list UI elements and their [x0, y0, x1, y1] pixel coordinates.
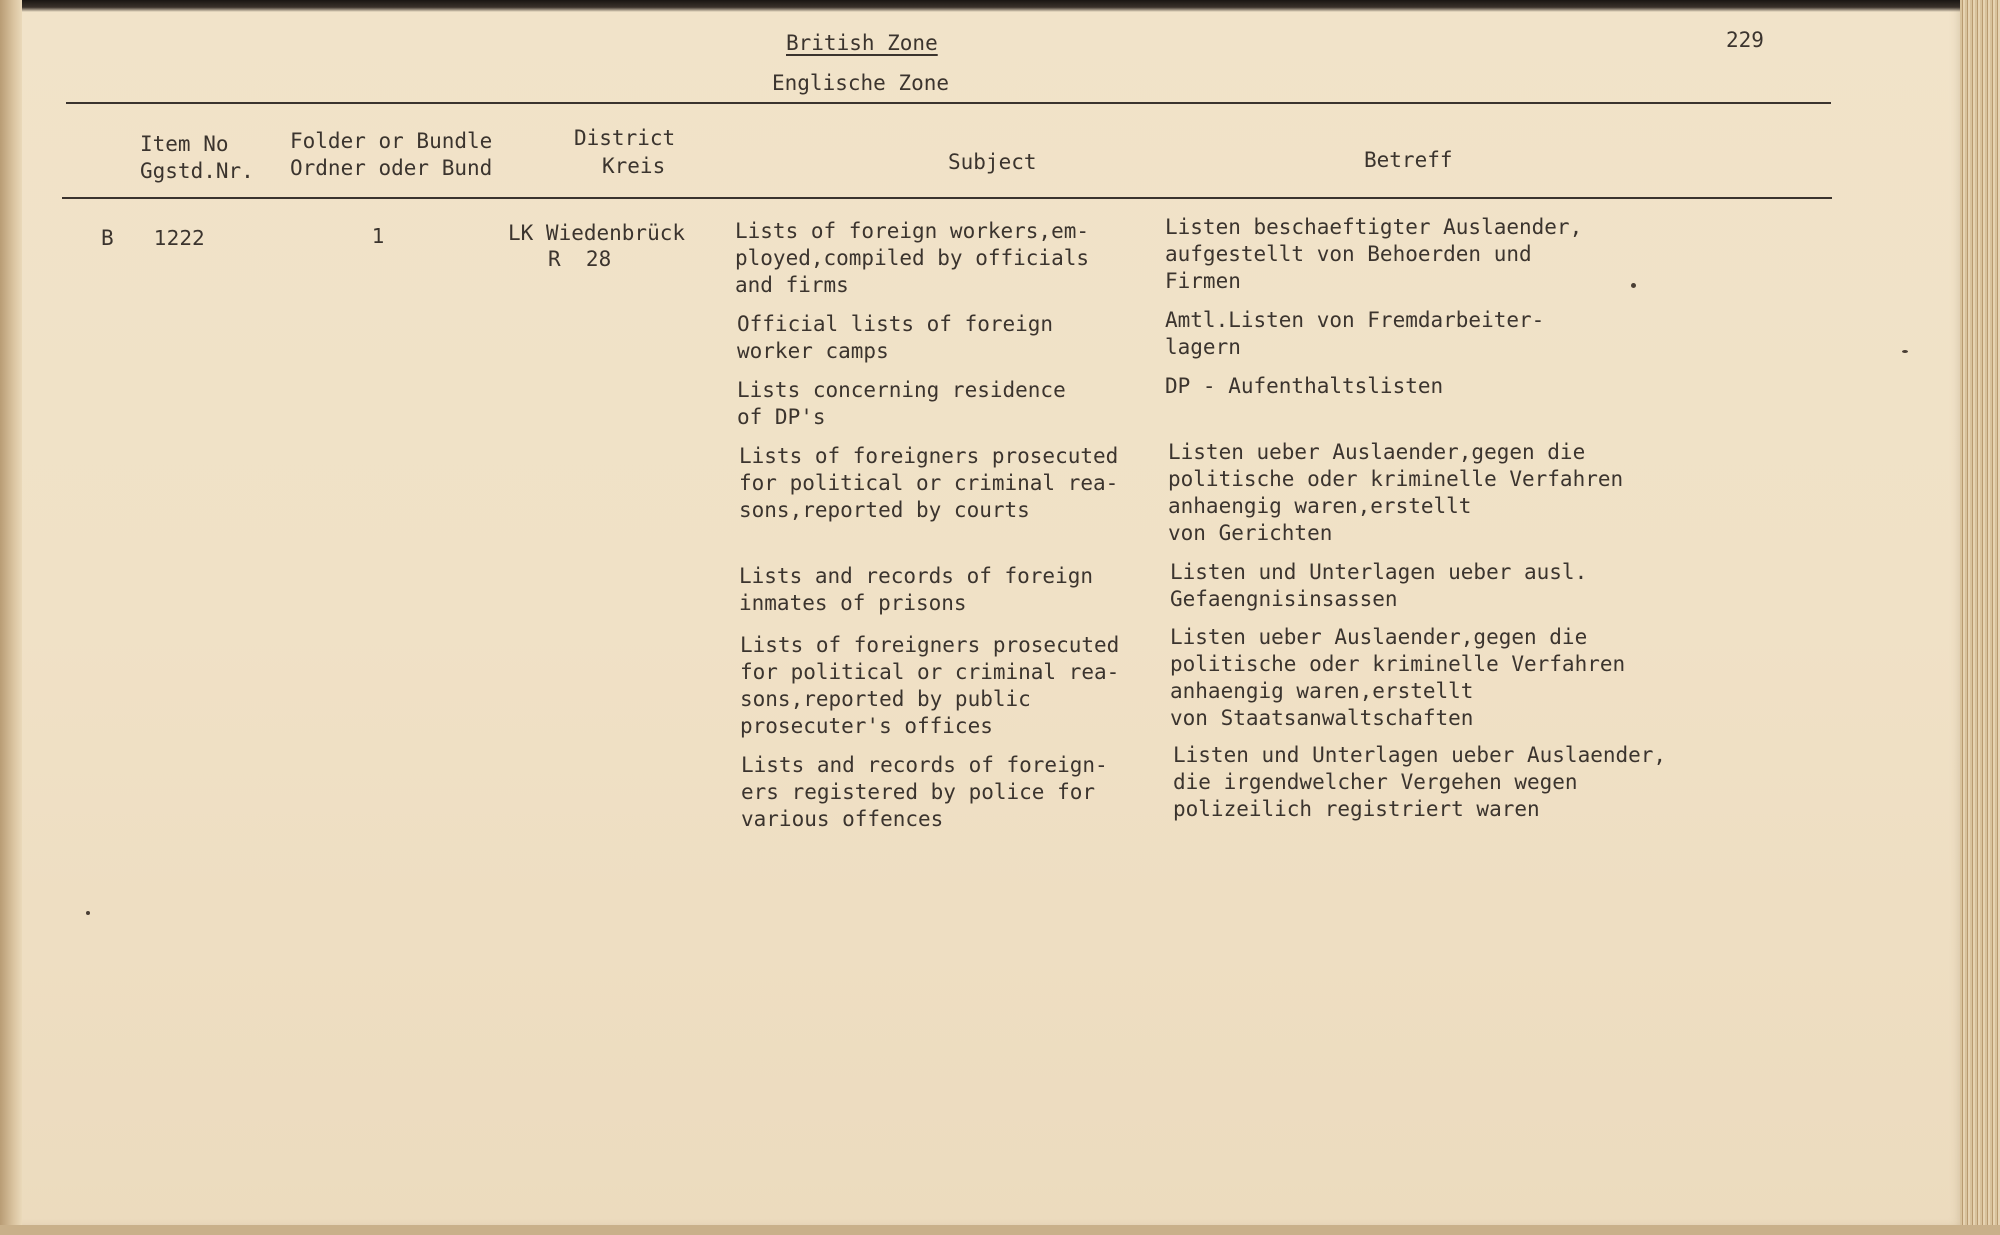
betreff-line: aufgestellt von Behoerden und: [1165, 242, 1532, 266]
subject-line: and firms: [735, 273, 849, 297]
betreff-line: lagern: [1165, 335, 1241, 359]
zone-title-en: British Zone: [786, 31, 938, 55]
betreff-line: Listen ueber Auslaender,gegen die: [1170, 625, 1588, 649]
subject-line: ers registered by police for: [741, 780, 1096, 804]
betreff-line: politische oder kriminelle Verfahren: [1168, 467, 1624, 491]
page-number: 229: [1726, 28, 1764, 52]
entry-subject: [737, 377, 1066, 431]
page-stack-edge: [1960, 0, 2000, 1235]
page-bottom-edge: [0, 1225, 2000, 1235]
col-folder-de: Ordner oder Bund: [290, 156, 493, 180]
betreff-line: Amtl.Listen von Fremdarbeiter-: [1165, 308, 1545, 332]
zone-title-de: Englische Zone: [772, 71, 950, 95]
subject-line: prosecuter's offices: [740, 714, 993, 738]
betreff-line: Firmen: [1165, 269, 1241, 293]
subject-line: of DP's: [737, 405, 826, 429]
subject-line: inmates of prisons: [739, 591, 967, 615]
betreff-line: von Gerichten: [1168, 521, 1333, 545]
betreff-line: DP - Aufenthaltslisten: [1165, 374, 1444, 398]
page-top-edge: [0, 0, 1960, 12]
record-folder: 1: [372, 224, 385, 248]
paper-speck: [86, 911, 90, 915]
betreff-line: Gefaengnisinsassen: [1170, 587, 1398, 611]
entry-betreff: [1165, 373, 1443, 400]
subject-line: sons,reported by public: [740, 687, 1031, 711]
betreff-line: die irgendwelcher Vergehen wegen: [1173, 770, 1578, 794]
subject-line: Lists and records of foreign: [739, 564, 1094, 588]
col-item-no-de: Ggstd.Nr.: [140, 159, 254, 183]
subject-line: Lists of foreigners prosecuted: [739, 444, 1119, 468]
subject-line: Lists of foreign workers,em-: [735, 219, 1090, 243]
entry-betreff: [1165, 307, 1544, 361]
col-district: District: [574, 126, 676, 150]
betreff-line: anhaengig waren,erstellt: [1168, 494, 1472, 518]
header-bottom-rule: [62, 197, 1832, 199]
betreff-line: Listen und Unterlagen ueber ausl.: [1170, 560, 1588, 584]
subject-line: Official lists of foreign: [737, 312, 1054, 336]
subject-line: various offences: [741, 807, 944, 831]
record-item-no: 1222: [154, 226, 205, 250]
entry-betreff: [1170, 559, 1587, 613]
col-subject: Subject: [948, 150, 1037, 174]
paper-speck: [1631, 283, 1636, 288]
subject-line: for political or criminal rea-: [739, 471, 1119, 495]
col-betreff: Betreff: [1364, 148, 1453, 172]
entry-betreff: [1173, 742, 1666, 823]
col-district-de: Kreis: [602, 154, 666, 178]
betreff-line: anhaengig waren,erstellt: [1170, 679, 1474, 703]
header-top-rule: [66, 102, 1831, 104]
entry-subject: [737, 311, 1053, 365]
book-spine: [0, 0, 22, 1235]
betreff-line: von Staatsanwaltschaften: [1170, 706, 1474, 730]
record-district-code: R 28: [548, 247, 612, 271]
subject-line: Lists and records of foreign-: [741, 753, 1108, 777]
betreff-line: Listen ueber Auslaender,gegen die: [1168, 440, 1586, 464]
subject-line: Lists of foreigners prosecuted: [740, 633, 1120, 657]
betreff-line: politische oder kriminelle Verfahren: [1170, 652, 1626, 676]
subject-line: sons,reported by courts: [739, 498, 1030, 522]
betreff-line: polizeilich registriert waren: [1173, 797, 1540, 821]
betreff-line: Listen beschaeftigter Auslaender,: [1165, 215, 1583, 239]
entry-subject: [735, 218, 1089, 299]
subject-line: worker camps: [737, 339, 889, 363]
subject-line: Lists concerning residence: [737, 378, 1066, 402]
entry-betreff: [1168, 439, 1623, 547]
subject-line: for political or criminal rea-: [740, 660, 1120, 684]
betreff-line: Listen und Unterlagen ueber Auslaender,: [1173, 743, 1667, 767]
record-district: LK Wiedenbrück: [508, 221, 686, 245]
entry-subject: [739, 443, 1118, 524]
subject-line: ployed,compiled by officials: [735, 246, 1090, 270]
entry-subject: [741, 752, 1108, 833]
paper-speck: [1902, 350, 1908, 353]
col-folder: Folder or Bundle: [290, 129, 493, 153]
col-item-no: Item No: [140, 132, 229, 156]
entry-betreff: [1170, 624, 1625, 732]
record-prefix: B: [101, 226, 114, 250]
entry-subject: [739, 563, 1093, 617]
entry-subject: [740, 632, 1119, 740]
entry-betreff: [1165, 214, 1582, 295]
